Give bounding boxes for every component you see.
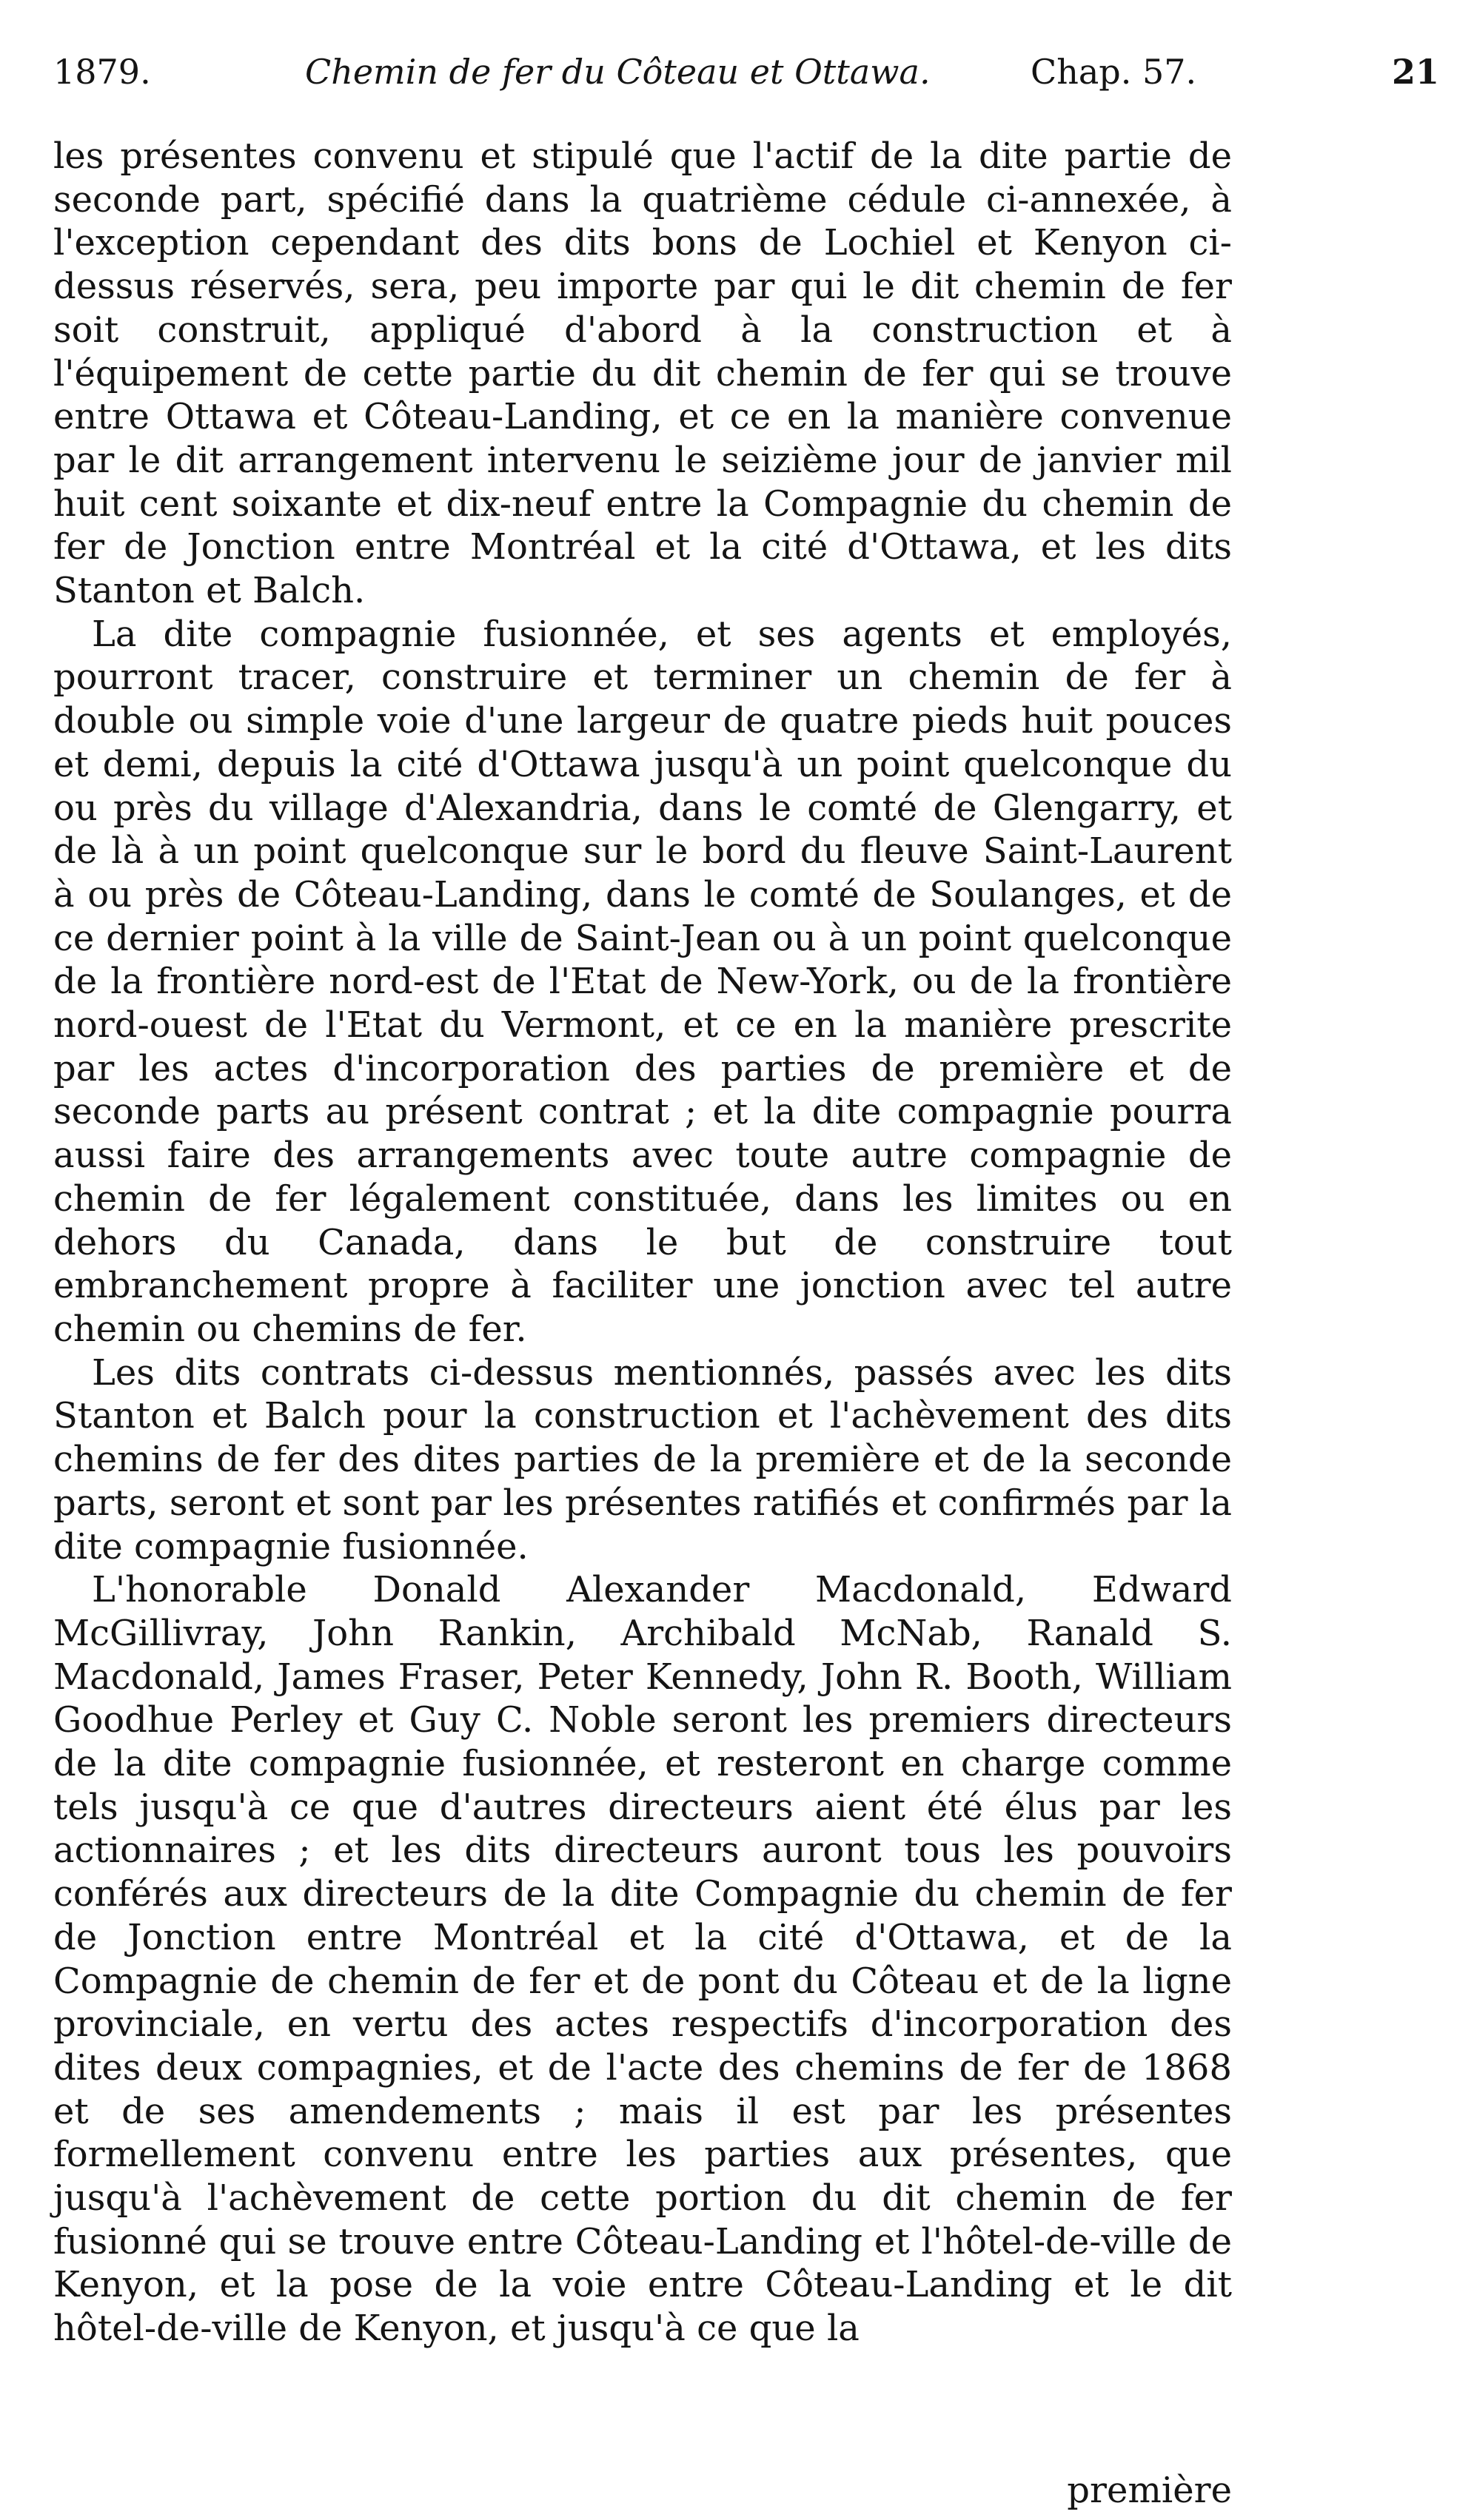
body-text	[53, 135, 1232, 2351]
page-number: 21	[1392, 52, 1440, 92]
header-chapter: Chap. 57.	[1031, 52, 1197, 92]
paragraph-continued: les présentes convenu et stipulé que l'actif de la dite partie de seconde part, spécifié dans la quatrième cédule ci-annexée, à l'exception cependant des dits bons de Lochiel et Kenyon ci-dessus réservés, sera, peu importe par qui le dit chemin de fer soit construit, appliqué d'abord à la construction et à l'équipement de cette partie du dit chemin de fer qui se trouve entre Ottawa et Côteau-Landing, et ce en la manière convenue par le dit arrangement intervenu le seizième jour de janvier mil huit cent soixante et dix-neuf entre la Compagnie du chemin de fer de Jonction entre Montréal et la cité d'Ottawa, et les dits Stanton et Balch.	[53, 135, 1232, 612]
header-year: 1879.	[53, 52, 151, 92]
paragraph-contracts: Les dits contrats ci-dessus mentionnés, passés avec les dits Stanton et Balch pour la construction et l'achèvement des dits chemins de fer des dites parties de la première et de la seconde parts, seront et sont par les présentes ratifiés et confirmés par la dite compagnie fusionnée.	[53, 1351, 1232, 1568]
catchword: première	[1067, 2470, 1232, 2511]
paragraph-directors: L'honorable Donald Alexander Macdonald, Edward McGillivray, John Rankin, Archibald McNab, Ranald S. Macdonald, James Fraser, Peter Kennedy, John R. Booth, William Goodhue Perley et Guy C. Noble seront les premiers directeurs de la dite compagnie fusionnée, et resteront en charge comme tels jusqu'à ce que d'autres directeurs aient été élus par les actionnaires ; et les dits directeurs auront tous les pouvoirs conférés aux directeurs de la dite Compagnie du chemin de fer de Jonction entre Montréal et la cité d'Ottawa, et de la Compagnie de chemin de fer et de pont du Côteau et de la ligne provinciale, en vertu des actes respectifs d'incorporation des dites deux compagnies, et de l'acte des chemins de fer de 1868 et de ses amendements ; mais il est par les présentes formellement convenu entre les parties aux présentes, que jusqu'à l'achèvement de cette portion du dit chemin de fer fusionné qui se trouve entre Côteau-Landing et l'hôtel-de-ville de Kenyon, et la pose de la voie entre Côteau-Landing et le dit hôtel-de-ville de Kenyon, et jusqu'à ce que la	[53, 1569, 1232, 2350]
running-header	[53, 46, 1460, 98]
paragraph-powers: La dite compagnie fusionnée, et ses agents et employés, pourront tracer, construire et terminer un chemin de fer à double ou simple voie d'une largeur de quatre pieds huit pouces et demi, depuis la cité d'Ottawa jusqu'à un point quelconque du ou près du village d'Alexandria, dans le comté de Glengarry, et de là à un point quelconque sur le bord du fleuve Saint-Laurent à ou près de Côteau-Landing, dans le comté de Soulanges, et de ce dernier point à la ville de Saint-Jean ou à un point quelconque de la frontière nord-est de l'Etat de New-York, ou de la frontière nord-ouest de l'Etat du Vermont, et ce en la manière prescrite par les actes d'incorporation des parties de première et de seconde parts au présent contrat ; et la dite compagnie pourra aussi faire des arrangements avec toute autre compagnie de chemin de fer légalement constituée, dans les limites ou en dehors du Canada, dans le but de construire tout embranchement propre à faciliter une jonction avec tel autre chemin ou chemins de fer.	[53, 613, 1232, 1350]
header-running-title: Chemin de fer du Côteau et Ottawa.	[305, 52, 931, 92]
